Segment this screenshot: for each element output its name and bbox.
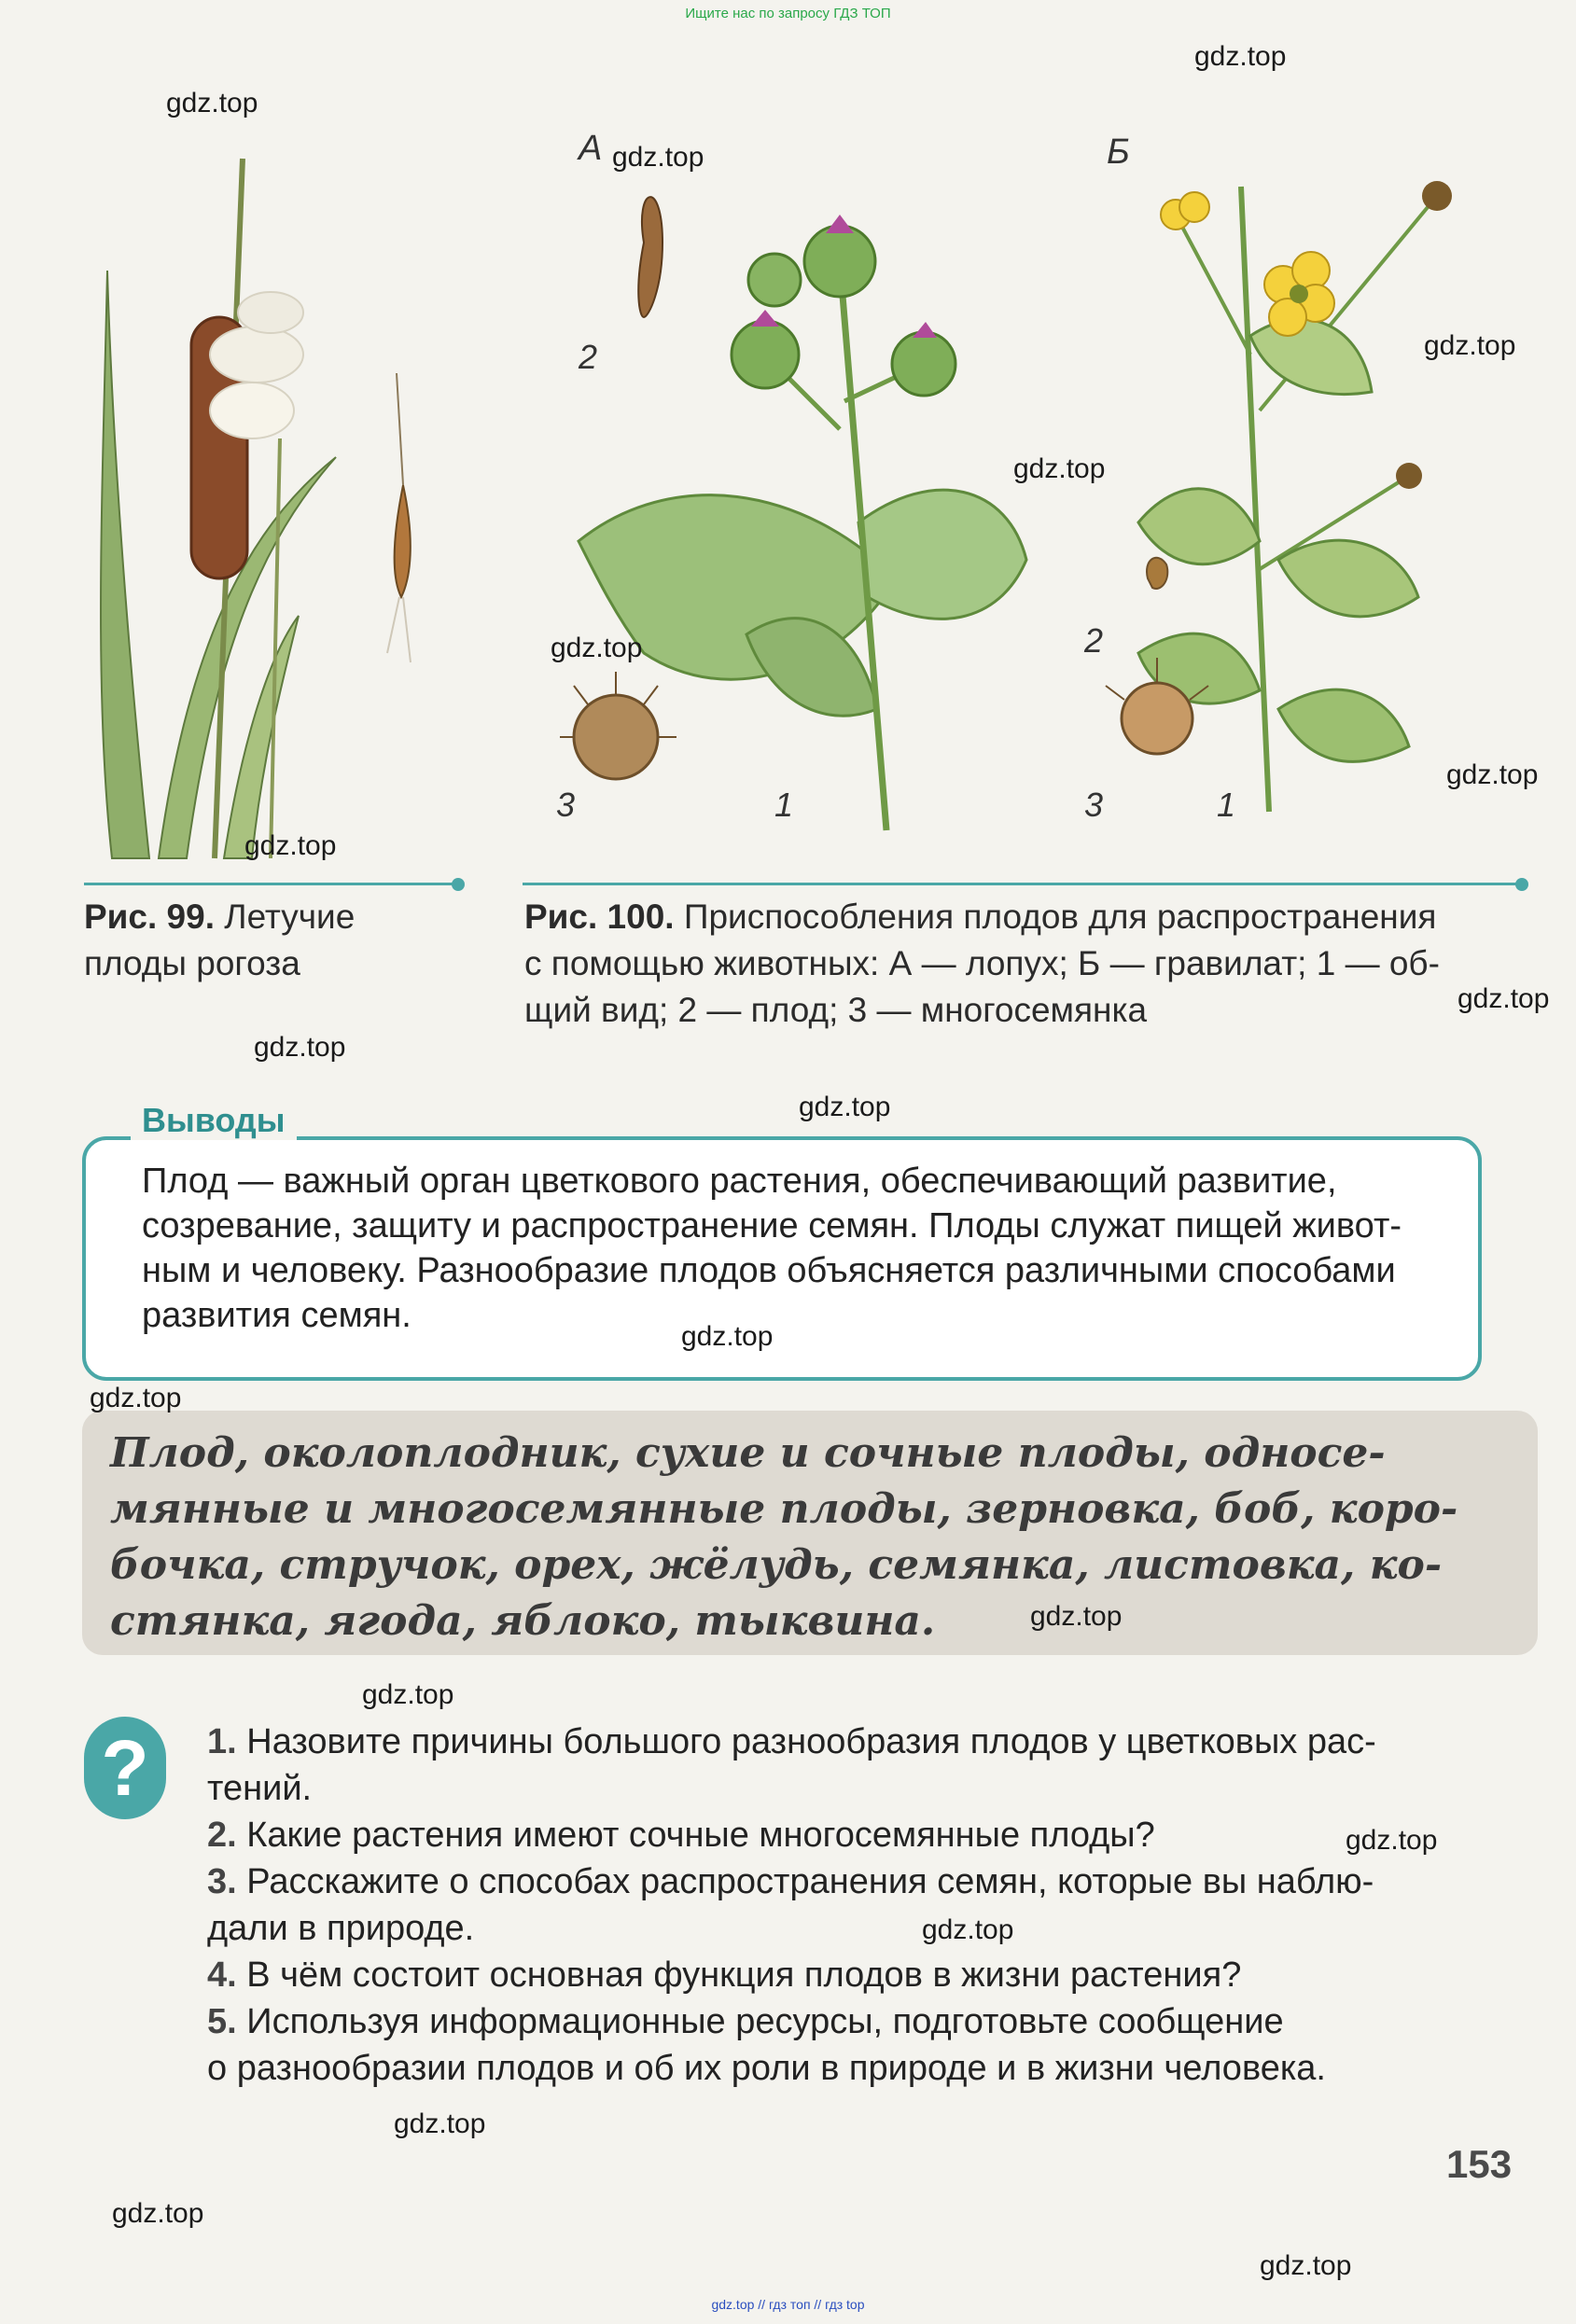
caption-fig99-text1: Летучие [224,898,356,936]
avens-illustration [1101,168,1493,840]
watermark: gdz.top [362,1679,454,1710]
watermark: gdz.top [1424,330,1516,361]
question-1 [207,1719,1532,1812]
question-text-cont: о разнообразии плодов и об их роли в природе и в жизни человека. [207,2049,1326,2088]
label-2-avens: 2 [1084,621,1104,660]
watermark: gdz.top [1013,453,1106,484]
conclusions-title: Выводы [131,1101,297,1140]
caption-fig99-text2: плоды рогоза [84,944,300,982]
question-number: 2. [207,1816,237,1855]
question-text: Какие растения имеют сочные многосемянные плоды? [246,1816,1155,1855]
caption-fig100 [524,894,1532,1034]
label-2-burdock: 2 [579,338,598,376]
question-5 [207,1998,1532,2092]
key-terms-text [110,1426,1528,1649]
key-terms-line: бочка, стручок, орех, жёлудь, семянка, листовка, ко- [110,1541,1443,1589]
question-3 [207,1858,1532,1952]
footer-link[interactable]: gdz.top // гдз топ // гдз top [711,2297,865,2312]
caption-fig100-number: Рис. 100. [524,898,675,936]
watermark: gdz.top [1346,1825,1438,1856]
burdock-illustration [560,187,1064,858]
watermark: gdz.top [90,1383,182,1413]
separator-fig99 [84,883,457,885]
watermark: gdz.top [244,830,337,861]
separator-fig100 [523,883,1521,885]
question-2 [207,1812,1532,1858]
question-number: 4. [207,1955,237,1995]
watermark: gdz.top [681,1321,774,1352]
label-1-avens: 1 [1217,786,1236,824]
question-text: Используя информационные ресурсы, подготовьте сообщение [246,2002,1284,2041]
conclusions-text [142,1159,1504,1338]
question-text-cont: тений. [207,1769,313,1808]
watermark: gdz.top [394,2108,486,2139]
conclusions-line: развития семян. [142,1296,411,1335]
question-text: Назовите причины большого разнообразия плодов у цветковых рас- [246,1722,1376,1761]
watermark: gdz.top [799,1092,891,1122]
page-number: 153 [1446,2142,1513,2186]
watermark: gdz.top [1030,1601,1123,1632]
conclusions-line: Плод — важный орган цветкового растения, обеспечивающий развитие, [142,1162,1337,1201]
question-4 [207,1952,1532,1998]
caption-fig99 [84,894,476,987]
key-terms-line: мянные и многосемянные плоды, зерновка, боб, коро- [110,1485,1458,1533]
label-3-burdock: 3 [556,786,576,824]
watermark: gdz.top [254,1032,346,1063]
question-icon: ? [84,1717,166,1819]
question-number: 1. [207,1722,237,1761]
watermark: gdz.top [1260,2250,1352,2281]
caption-fig99-number: Рис. 99. [84,898,215,936]
label-3-avens: 3 [1084,786,1104,824]
caption-fig100-line2: с помощью животных: А — лопух; Б — гравилат; 1 — об- [524,944,1440,982]
question-number: 5. [207,2002,237,2041]
caption-fig100-line3: щий вид; 2 — плод; 3 — многосемянка [524,991,1148,1029]
label-1-burdock: 1 [774,786,794,824]
question-text-cont: дали в природе. [207,1909,475,1948]
question-text: Расскажите о способах распространения семян, которые вы наблю- [246,1862,1374,1901]
figure-label-a: А [579,129,603,168]
question-number: 3. [207,1862,237,1901]
separator-dot [452,878,465,891]
watermark: gdz.top [551,633,643,663]
watermark: gdz.top [112,2198,204,2229]
caption-fig100-line1: Приспособления плодов для распространения [683,898,1437,936]
separator-dot [1515,878,1528,891]
watermark: gdz.top [922,1914,1014,1945]
watermark: gdz.top [1457,983,1550,1014]
question-text: В чём состоит основная функция плодов в жизни растения? [246,1955,1242,1995]
conclusions-line: созревание, защиту и распространение семян. Плоды служат пищей живот- [142,1206,1402,1245]
watermark: gdz.top [1446,759,1539,790]
watermark: gdz.top [1194,41,1287,72]
watermark: gdz.top [166,88,258,118]
key-terms-line: Плод, околоплодник, сухие и сочные плоды, односе- [110,1429,1386,1477]
figure-label-b: Б [1107,132,1130,172]
watermark: gdz.top [612,142,704,173]
key-terms-line: стянка, ягода, яблоко, тыквина. [110,1597,936,1645]
cattail-illustration [56,131,485,868]
conclusions-line: ным и человеку. Разнообразие плодов объясняется различными способами [142,1251,1396,1290]
header-search-link[interactable]: Ищите нас по запросу ГДЗ ТОП [685,6,891,21]
